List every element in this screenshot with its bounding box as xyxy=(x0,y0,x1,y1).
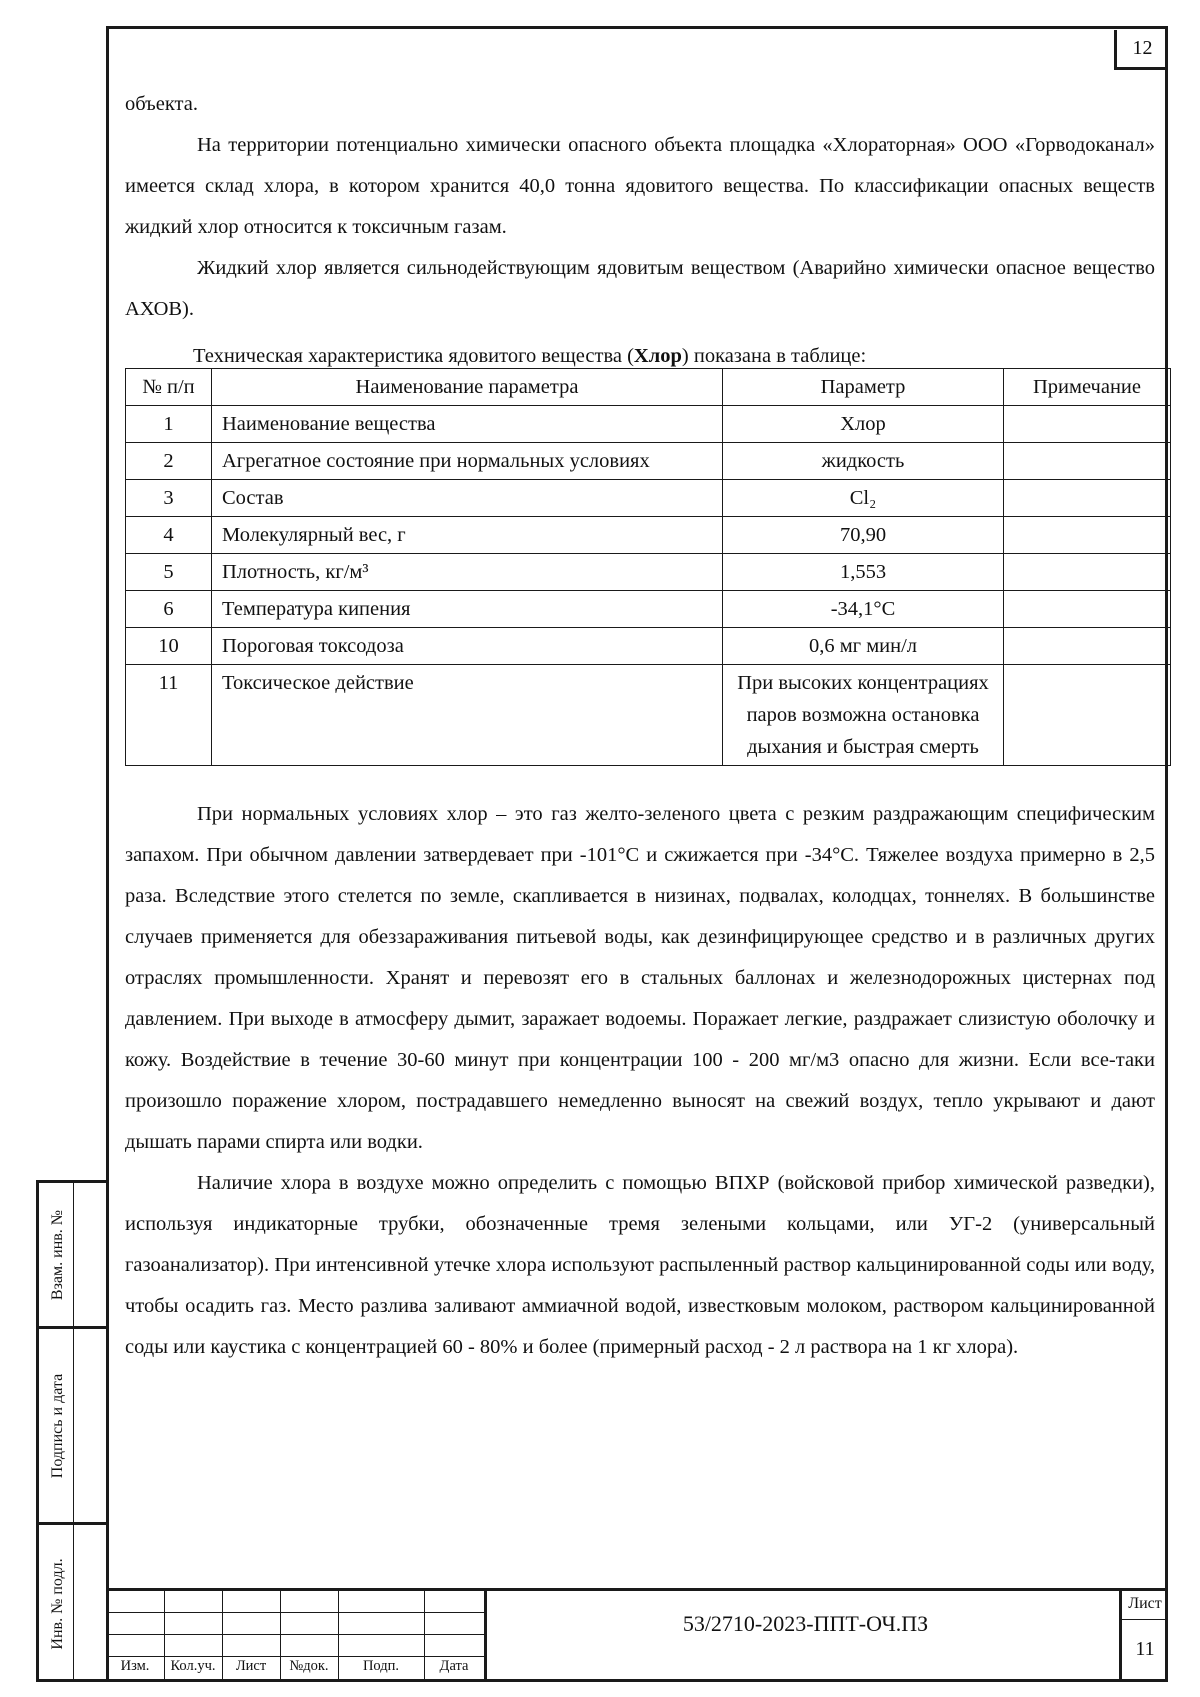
substance-name: Хлор xyxy=(633,345,682,367)
parameter-note xyxy=(1004,591,1171,628)
row-number: 3 xyxy=(126,480,212,517)
parameter-note xyxy=(1004,628,1171,665)
table-row xyxy=(126,406,1171,443)
table-header-row xyxy=(126,369,1171,406)
parameter-value: -34,1°С xyxy=(723,591,1004,628)
side-cell-podpis xyxy=(39,1329,106,1525)
column-header: № п/п xyxy=(126,369,212,406)
parameter-value: жидкость xyxy=(723,443,1004,480)
paragraph: При нормальных условиях хлор – это газ желто-зеленого цвета с резким раздражающим специфическим запахом. При обычном давлении затвердевает при -101°С и сжижается при -34°С. Тяжелее воздуха примерно в 2,5 раза. Вследствие этого стелется по земле, скапливается в низинах, подвалах, колодцах, тоннелях. В большинстве случаев применяется для обеззараживания питьевой воды, как дезинфицирующее средство и в различных других отраслях промышленности. Хранят и перевозят его в стальных баллонах и железнодорожных цистернах под давлением. При выходе в атмосферу дымит, заражает водоемы. Поражает легкие, раздражает слизистую оболочку и кожу. Воздействие в течение 30-60 минут при концентрации 100 - 200 мг/м3 опасно для жизни. Если все-таки произошло поражение хлором, пострадавшего немедленно выносят на свежий воздух, тепло укрывают и дают дышать парами спирта или водки. xyxy=(125,803,1155,1153)
parameter-name: Плотность, кг/м³ xyxy=(212,554,723,591)
row-number: 11 xyxy=(126,665,212,766)
row-number: 6 xyxy=(126,591,212,628)
sheet-label: Лист xyxy=(1122,1591,1168,1620)
page-number: 12 xyxy=(1114,30,1168,70)
title-header: Изм. xyxy=(120,1658,150,1674)
side-stamp xyxy=(36,1180,106,1682)
parameter-note xyxy=(1004,443,1171,480)
sheet-number: 11 xyxy=(1135,1638,1155,1660)
characteristics-table xyxy=(125,368,1171,766)
parameter-value: 70,90 xyxy=(723,517,1004,554)
table-row xyxy=(126,591,1171,628)
row-number: 5 xyxy=(126,554,212,591)
parameter-name: Состав xyxy=(212,480,723,517)
title-header: Лист xyxy=(235,1658,267,1674)
parameter-note xyxy=(1004,406,1171,443)
table-row xyxy=(126,665,1171,766)
parameter-note xyxy=(1004,665,1171,766)
parameter-name: Температура кипения xyxy=(212,591,723,628)
table-row xyxy=(126,554,1171,591)
side-cell-vzam xyxy=(39,1183,106,1329)
side-cell-inv xyxy=(39,1525,106,1682)
sheet-cell xyxy=(1119,1588,1168,1682)
paragraph: На территории потенциально химически опасного объекта площадка «Хлораторная» ООО «Горводоканал» имеется склад хлора, в котором хранится 40,0 тонна ядовитого вещества. По классификации опасных веществ жидкий хлор относится к токсичным газам. xyxy=(125,134,1155,238)
parameter-value: Cl₂ xyxy=(723,480,1004,517)
document-body xyxy=(125,84,1155,1368)
row-number: 4 xyxy=(126,517,212,554)
table-row xyxy=(126,628,1171,665)
document-code: 53/2710-2023-ППТ-ОЧ.ПЗ xyxy=(484,1588,1124,1682)
title-block xyxy=(106,1588,1168,1682)
title-header: Кол.уч. xyxy=(170,1658,216,1674)
title-header: Дата xyxy=(439,1658,469,1674)
row-number: 10 xyxy=(126,628,212,665)
paragraph: Наличие хлора в воздухе можно определить с помощью ВПХР (войсковой прибор химической разведки), используя индикаторные трубки, обозначенные тремя зелеными кольцами, или УГ-2 (универсальный газоанализатор). При интенсивной утечке хлора используют распыленный раствор кальцинированной соды или воду, чтобы осадить газ. Место разлива заливают аммиачной водой, известковым молоком, раствором кальцинированной соды или каустика с концентрацией 60 - 80% и более (примерный расход - 2 л раствора на 1 кг хлора). xyxy=(125,1172,1155,1358)
parameter-name: Агрегатное состояние при нормальных условиях xyxy=(212,443,723,480)
side-label: Подпись и дата xyxy=(49,1373,66,1478)
parameter-name: Наименование вещества xyxy=(212,406,723,443)
side-label: Взам. инв. № xyxy=(49,1209,66,1300)
side-label: Инв. № подл. xyxy=(49,1557,66,1650)
parameter-note xyxy=(1004,554,1171,591)
row-number: 2 xyxy=(126,443,212,480)
parameter-name: Молекулярный вес, г xyxy=(212,517,723,554)
parameter-value: 0,6 мг мин/л xyxy=(723,628,1004,665)
parameter-value: При высоких концентрациях паров возможна остановка дыхания и быстрая смерть xyxy=(723,665,1004,766)
parameter-note xyxy=(1004,517,1171,554)
table-row xyxy=(126,480,1171,517)
paragraph: Жидкий хлор является сильнодействующим ядовитым веществом (Аварийно химически опасное вещество АХОВ). xyxy=(125,257,1155,320)
parameter-value: 1,553 xyxy=(723,554,1004,591)
column-header: Примечание xyxy=(1004,369,1171,406)
column-header: Параметр xyxy=(723,369,1004,406)
parameter-name: Токсическое действие xyxy=(212,665,723,766)
title-header: Подп. xyxy=(362,1658,400,1674)
title-header: №док. xyxy=(289,1658,329,1674)
table-caption: Техническая характеристика ядовитого вещества (Хлор) показана в таблице: xyxy=(193,345,867,367)
table-row xyxy=(126,517,1171,554)
row-number: 1 xyxy=(126,406,212,443)
column-header: Наименование параметра xyxy=(212,369,723,406)
table-row xyxy=(126,443,1171,480)
paragraph: объекта. xyxy=(125,93,198,115)
title-block-grid xyxy=(106,1588,484,1682)
parameter-name: Пороговая токсодоза xyxy=(212,628,723,665)
parameter-value: Хлор xyxy=(723,406,1004,443)
parameter-note xyxy=(1004,480,1171,517)
